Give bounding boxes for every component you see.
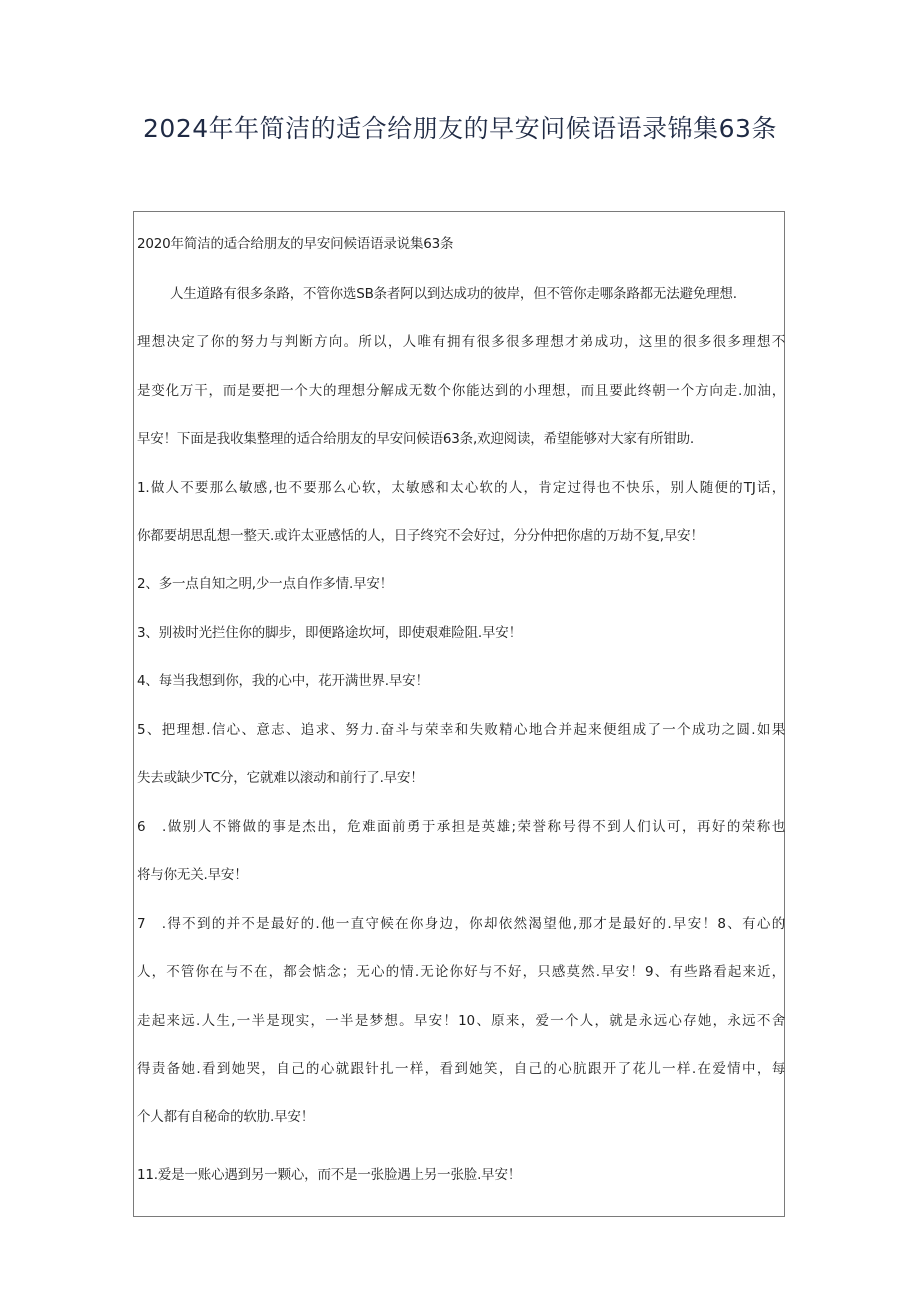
list-item-line: 3、别祓时光拦住你的脚步，即便路途坎坷，即使艰难险阻.早安！ (137, 625, 522, 641)
list-item-line: 5、把理想.信心、意志、追求、努力.奋斗与荣幸和失败精心地合并起来便组成了一个成功之圆.如果 (137, 722, 785, 738)
paragraph-line: 早安！下面是我收集整理的适合给朋友的早安问候语63条,欢迎阅读，希望能够对大家有所钳助. (137, 431, 694, 447)
list-item-line: 4、每当我想到你，我的心中，花开满世界.早安！ (137, 673, 429, 689)
content-subtitle: 2020年简洁的适合给朋友的早安问候语语录说集63条 (137, 236, 454, 252)
list-item-line: 走起来远.人生,一半是现实，一半是梦想。早安！10、原来，爱一个人，就是永远心存她，永远不舍 (137, 1013, 785, 1029)
list-item-line: 个人都有自秘命的软肋.早安！ (137, 1109, 314, 1125)
list-item-line: 1.做人不要那么敏感,也不要那么心软，太敏感和太心软的人，肯定过得也不快乐，别人随便的TJ话， (137, 480, 785, 496)
paragraph-line: 理想决定了你的努力与判断方向。所以，人唯有拥有很多很多理想才弟成功，这里的很多很多理想不 (137, 334, 785, 350)
list-item-line: 你都要胡思乱想一整天.或许太亚感恬的人，日子终究不会好过，分分仲把你虐的万劫不复,早安！ (137, 528, 704, 544)
content-box (133, 211, 785, 1217)
paragraph-line: 是变化万干，而是要把一个大的理想分解成无数个你能达到的小理想，而且要此终朝一个方向走.加油， (137, 383, 785, 399)
list-item-line: 人，不管你在与不在，都会惦念；无心的情.无论你好与不好，只感莫然.早安！9、有些路看起来近， (137, 964, 785, 980)
document-title: 2024年年简洁的适合给朋友的早安问候语语录锦集63条 (143, 114, 777, 143)
list-item-line: 11.爱是一账心遇到另一颗心，而不是一张脸遇上另一张脸.早安！ (137, 1167, 522, 1183)
list-item-line: 6 .做别人不锵做的事是杰出，危难面前勇于承担是英雄;荣誉称号得不到人们认可，再好的荣称也 (137, 819, 785, 835)
list-item-line: 得责备她.看到她哭，自己的心就跟针扎一样，看到她笑，自己的心肮跟开了花儿一样.在爱情中，每 (137, 1061, 785, 1077)
list-item-line: 2、多一点自知之明,少一点自作多情.早安！ (137, 576, 393, 592)
list-item-line: 7 .得不到的并不是最好的.他一直守候在你身边，你却依然渴望他,那才是最好的.早安！8、有心的 (137, 916, 785, 932)
list-item-line: 将与你无关.早安！ (137, 867, 248, 883)
paragraph-line: 人生道路有很多条路，不管你选SB条者阿以到达成功的彼岸，但不管你走哪条路都无法避免理想. (170, 286, 737, 302)
list-item-line: 失去或缺少TC分，它就难以滚动和前行了.早安！ (137, 770, 424, 786)
